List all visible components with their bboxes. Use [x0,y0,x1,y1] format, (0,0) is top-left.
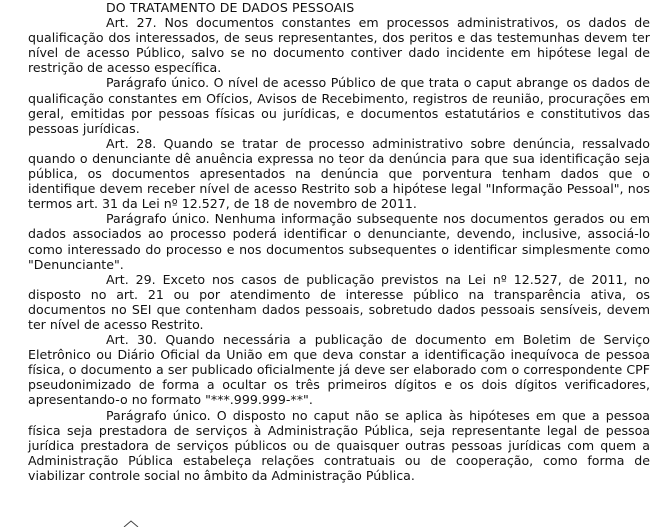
paragraph-art-30: Art. 30. Quando necessária a publicação de documento em Boletim de Serviço Eletrônico ou Diário Oficial da União em que deva constar a identificação inequívoca de pessoa física, o documento a ser publicado oficialmente já deve ser elaborado com o correspondente CPF pseudonimizado de forma a ocultar os três primeiros dígitos e os dois dígitos verificadores, apresentando-o no formato "***.999.999-**". [28,332,650,408]
paragraph-art-30-unico: Parágrafo único. O disposto no caput não se aplica às hipóteses em que a pessoa física seja prestadora de serviços à Administração Pública, seja representante legal de pessoa jurídica prestadora de serviços públicos ou de quaisquer outras pessoas jurídicas com quem a Administração Pública estabeleça relações contratuais ou de cooperação, como forma de viabilizar controle social no âmbito da Administração Pública. [28,407,650,483]
section-heading: DO TRATAMENTO DE DADOS PESSOAIS [106,0,355,15]
paragraph-art-27-unico: Parágrafo único. O nível de acesso Público de que trata o caput abrange os dados de qualificação constantes em Ofícios, Avisos de Recebimento, registros de reunião, procurações em geral, emitidas por pessoas físicas ou jurídicas, e documentos estatutários e constitutivos das pessoas jurídicas. [28,75,650,136]
page-edge-mark-icon [122,515,140,527]
document-page [28,0,650,483]
paragraph-art-27: Art. 27. Nos documentos constantes em processos administrativos, os dados de qualificação dos interessados, de seus representantes, dos peritos e das testemunhas devem ter nível de acesso Público, salvo se no documento contiver dado incidente em hipótese legal de restrição de acesso específica. [28,15,650,76]
paragraph-art-29: Art. 29. Exceto nos casos de publicação previstos na Lei nº 12.527, de 2011, no disposto no art. 21 ou por atendimento de interesse público na transparência ativa, os documentos no SEI que contenham dados pessoais, sobretudo dados pessoais sensíveis, devem ter nível de acesso Restrito. [28,271,650,332]
paragraph-art-28-unico: Parágrafo único. Nenhuma informação subsequente nos documentos gerados ou em dados associados ao processo poderá identificar o denunciante, devendo, inclusive, associá-lo como interessado do processo e nos documentos subsequentes o identificar simplesmente como "Denunciante". [28,211,650,272]
paragraph-art-28: Art. 28. Quando se tratar de processo administrativo sobre denúncia, ressalvado quando o denunciante dê anuência expressa no teor da denúncia para que sua identificação seja pública, os documentos apresentados na denúncia que porventura tenham dados que o identifique devem receber nível de acesso Restrito sob a hipótese legal "Informação Pessoal", nos termos art. 31 da Lei nº 12.527, de 18 de novembro de 2011. [28,135,650,212]
